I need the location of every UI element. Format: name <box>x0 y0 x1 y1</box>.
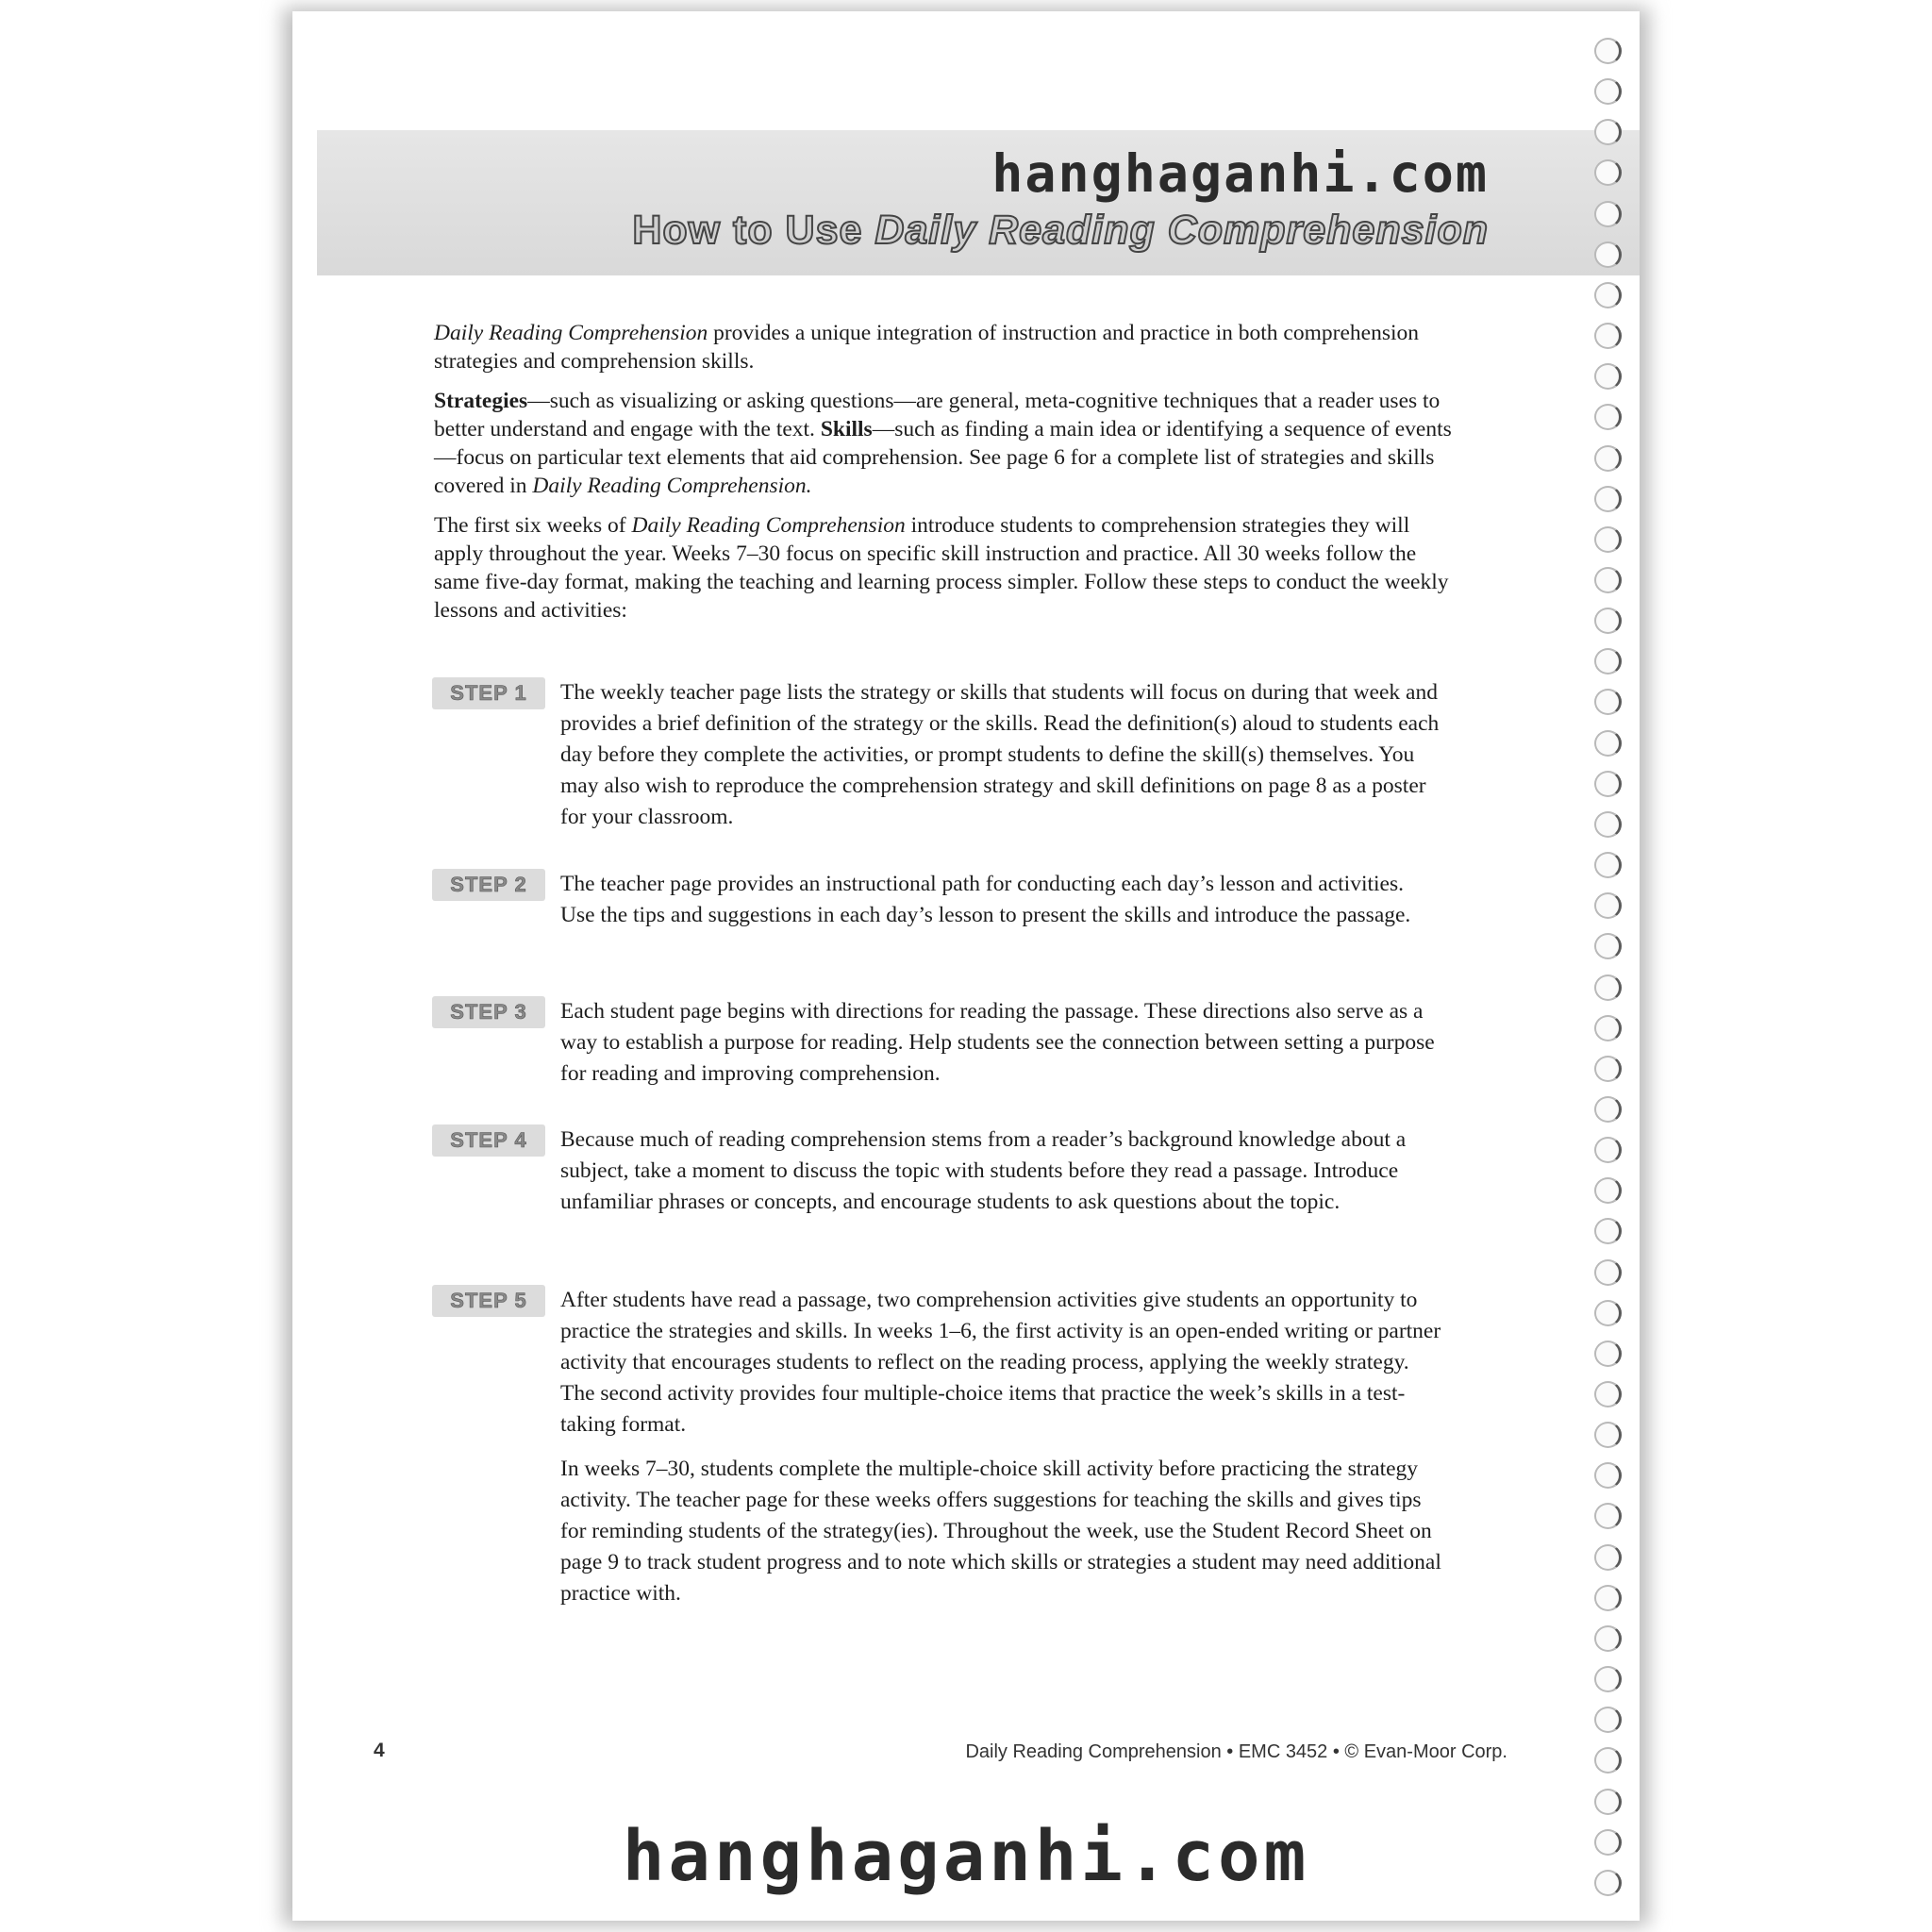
spiral-hole-icon <box>1594 1096 1622 1123</box>
spiral-hole-icon <box>1594 1177 1622 1204</box>
spiral-hole-icon <box>1594 242 1622 268</box>
footer-credit: Daily Reading Comprehension • EMC 3452 • © Evan-Moor Corp. <box>965 1741 1507 1762</box>
spiral-hole-icon <box>1594 1218 1622 1244</box>
spiral-hole-icon <box>1594 1747 1622 1774</box>
spiral-hole-icon <box>1594 811 1622 838</box>
step-5-paragraph-1: After students have read a passage, two comprehension activities give students an opportunity to practice the strategies and skills. In weeks 1–6, the first activity is an open-ended writing or partner activity that encourages students to reflect on the reading process, applying the weekly strategy. The second activity provides four multiple-choice items that practice the week’s skills in a test-taking format. <box>560 1288 1441 1437</box>
intro-book-title: Daily Reading Comprehension <box>434 321 708 345</box>
spiral-hole-icon <box>1594 1625 1622 1652</box>
intro-p3-text: introduce students to comprehension strategies they will apply throughout the year. Weeks 7–30 focus on specific skill instruction and practice. All 30 weeks follow the same five-day format, making the teaching and learning process simpler. Follow these steps to conduct the weekly lessons and activities: <box>434 513 1449 623</box>
intro-p3-start: The first six weeks of <box>434 513 632 538</box>
page-title <box>632 208 1489 254</box>
spiral-hole-icon <box>1594 78 1622 105</box>
spiral-hole-icon <box>1594 1300 1622 1326</box>
intro-p2-text: —such as finding a main idea or identifying a sequence of events—focus on particular text elements that aid comprehension. See page 6 for a complete list of strategies and skills covered in <box>434 417 1452 498</box>
spiral-hole-icon <box>1594 38 1622 64</box>
spiral-hole-icon <box>1594 1544 1622 1571</box>
intro-text <box>434 319 1462 636</box>
spiral-hole-icon <box>1594 323 1622 349</box>
spiral-hole-icon <box>1594 1666 1622 1692</box>
step-4-paragraph: Because much of reading comprehension stems from a reader’s background knowledge about a subject, take a moment to discuss the topic with students before they read a passage. Introduce unfamiliar phrases or concepts, and encourage students to ask questions about the topic. <box>560 1127 1407 1214</box>
spiral-hole-icon <box>1594 933 1622 959</box>
banner-watermark: hanghaganhi.com <box>991 143 1489 204</box>
step-2-text <box>560 869 1442 944</box>
step-5-text <box>560 1285 1442 1623</box>
spiral-hole-icon <box>1594 689 1622 715</box>
intro-p2-mid: —such as visualizing or asking questions—are general, meta-cognitive techniques that a reader uses to better understand and engage with the text. <box>434 389 1441 441</box>
spiral-hole-icon <box>1594 974 1622 1001</box>
spiral-hole-icon <box>1594 1056 1622 1082</box>
page-title-emphasis: Daily Reading Comprehension <box>874 208 1489 253</box>
spiral-hole-icon <box>1594 1503 1622 1529</box>
spiral-binding <box>1594 38 1628 1915</box>
intro-p1-text: provides a unique integration of instruction and practice in both comprehension strategies and comprehension skills. <box>434 321 1419 374</box>
document-page <box>292 11 1640 1921</box>
intro-p3-book-title: Daily Reading Comprehension <box>631 513 906 538</box>
spiral-hole-icon <box>1594 1259 1622 1286</box>
page-number: 4 <box>374 1740 385 1761</box>
spiral-hole-icon <box>1594 852 1622 878</box>
spiral-hole-icon <box>1594 771 1622 797</box>
intro-paragraph-1 <box>434 319 1462 375</box>
spiral-hole-icon <box>1594 1585 1622 1611</box>
intro-p2-book-title: Daily Reading Comprehension. <box>532 474 812 498</box>
step-1-text <box>560 677 1442 846</box>
page-title-prefix: How to Use <box>632 208 875 253</box>
spiral-hole-icon <box>1594 648 1622 675</box>
step-2-badge: STEP 2 <box>432 869 545 901</box>
step-2-paragraph: The teacher page provides an instructional path for conducting each day’s lesson and activities. Use the tips and suggestions in each day’s lesson to present the skills and introduce the passage. <box>560 872 1411 927</box>
term-strategies: Strategies <box>434 389 528 413</box>
spiral-hole-icon <box>1594 1341 1622 1367</box>
step-5-badge: STEP 5 <box>432 1285 545 1317</box>
spiral-hole-icon <box>1594 445 1622 472</box>
step-4-badge: STEP 4 <box>432 1124 545 1157</box>
spiral-hole-icon <box>1594 363 1622 390</box>
step-3-text <box>560 996 1442 1103</box>
spiral-hole-icon <box>1594 567 1622 593</box>
step-1-paragraph: The weekly teacher page lists the strategy or skills that students will focus on during that week and provides a brief definition of the strategy or the skills. Read the definition(s) aloud to students each day before they complete the activities, or prompt students to define the skill(s) themselves. You may also wish to reproduce the comprehension strategy and skill definitions on page 8 as a poster for your classroom. <box>560 680 1440 829</box>
spiral-hole-icon <box>1594 1789 1622 1815</box>
title-banner <box>317 130 1640 275</box>
spiral-hole-icon <box>1594 1422 1622 1448</box>
bottom-watermark: hanghaganhi.com <box>622 1816 1310 1897</box>
spiral-hole-icon <box>1594 1137 1622 1163</box>
step-3-paragraph: Each student page begins with directions for reading the passage. These directions also serve as a way to establish a purpose for reading. Help students see the connection between setting a purpose for reading and improving comprehension. <box>560 999 1435 1086</box>
intro-paragraph-2 <box>434 387 1462 500</box>
spiral-hole-icon <box>1594 1462 1622 1489</box>
spiral-hole-icon <box>1594 892 1622 919</box>
spiral-hole-icon <box>1594 526 1622 553</box>
term-skills: Skills <box>820 417 873 441</box>
spiral-hole-icon <box>1594 282 1622 308</box>
spiral-hole-icon <box>1594 119 1622 145</box>
spiral-hole-icon <box>1594 730 1622 757</box>
step-3-badge: STEP 3 <box>432 996 545 1028</box>
spiral-hole-icon <box>1594 1707 1622 1733</box>
spiral-hole-icon <box>1594 1381 1622 1407</box>
spiral-hole-icon <box>1594 1015 1622 1041</box>
step-5-paragraph-2: In weeks 7–30, students complete the multiple-choice skill activity before practicing the strategy activity. The teacher page for these weeks offers suggestions for teaching the skills and gives tips for reminding students of the strategy(ies). Throughout the week, use the Student Record Sheet on page 9 to track student progress and to note which skills or strategies a student may need additional practice with. <box>560 1457 1441 1606</box>
spiral-hole-icon <box>1594 608 1622 634</box>
step-4-text <box>560 1124 1442 1231</box>
spiral-hole-icon <box>1594 159 1622 186</box>
spiral-hole-icon <box>1594 486 1622 512</box>
spiral-hole-icon <box>1594 201 1622 227</box>
intro-paragraph-3 <box>434 511 1462 625</box>
step-1-badge: STEP 1 <box>432 677 545 709</box>
spiral-hole-icon <box>1594 404 1622 430</box>
